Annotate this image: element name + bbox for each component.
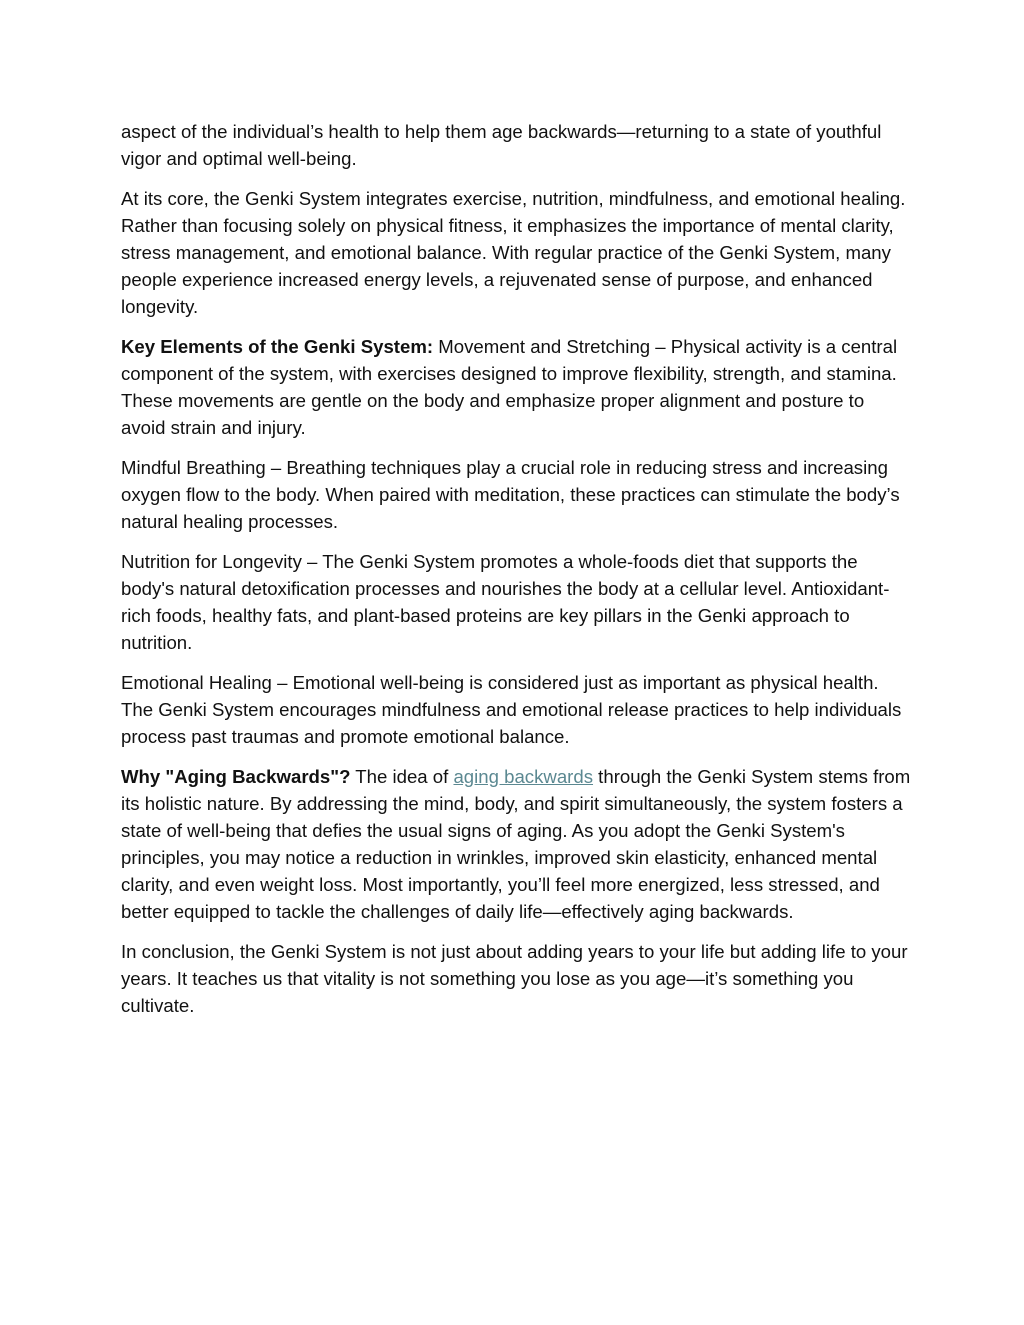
why-text-before-link: The idea of [350,766,454,787]
why-text-after-link: through the Genki System stems from its holistic nature. By addressing the mind, body, and spirit simultaneously, the system fosters a state of well-being that defies the usual signs of aging. As you adopt the Genki System's principles, you may notice a reduction in wrinkles, improved skin elasticity, enhanced mental clarity, and even weight loss. Most importantly, you’ll feel more energized, less stressed, and better equipped to tackle the challenges of daily life—effectively aging backwards. [121,766,911,922]
key-elements-text: Movement and Stretching – Physical activity is a central component of the system, with exercises designed to improve flexibility, strength, and stamina. These movements are gentle on the body and emphasize proper alignment and posture to avoid strain and injury. [121,336,898,438]
key-elements-heading: Key Elements of the Genki System: [121,336,434,357]
paragraph-mindful-breathing: Mindful Breathing – Breathing techniques play a crucial role in reducing stress and increasing oxygen flow to the body. When paired with meditation, these practices can stimulate the body’s natural healing processes. [121,457,900,532]
paragraph-conclusion: In conclusion, the Genki System is not just about adding years to your life but adding life to your years. It teaches us that vitality is not something you lose as you age—it’s something you cultivate. [121,941,908,1016]
paragraph-why-aging-backwards [121,763,911,925]
paragraph-intro-continuation: aspect of the individual’s health to help them age backwards—returning to a state of youthful vigor and optimal well-being. [121,121,882,169]
paragraph-core: At its core, the Genki System integrates exercise, nutrition, mindfulness, and emotional healing. Rather than focusing solely on physical fitness, it emphasizes the importance of mental clarity, stress management, and emotional balance. With regular practice of the Genki System, many people experience increased energy levels, a rejuvenated sense of purpose, and enhanced longevity. [121,188,906,317]
document-body [121,118,911,1032]
paragraph-key-elements [121,333,911,441]
paragraph-nutrition: Nutrition for Longevity – The Genki System promotes a whole-foods diet that supports the body's natural detoxification processes and nourishes the body at a cellular level. Antioxidant-rich foods, healthy fats, and plant-based proteins are key pillars in the Genki approach to nutrition. [121,551,890,653]
aging-backwards-link[interactable]: aging backwards [453,766,594,787]
why-aging-backwards-heading: Why "Aging Backwards"? [121,766,351,787]
paragraph-emotional-healing: Emotional Healing – Emotional well-being is considered just as important as physical health. The Genki System encourages mindfulness and emotional release practices to help individuals process past traumas and promote emotional balance. [121,672,902,747]
